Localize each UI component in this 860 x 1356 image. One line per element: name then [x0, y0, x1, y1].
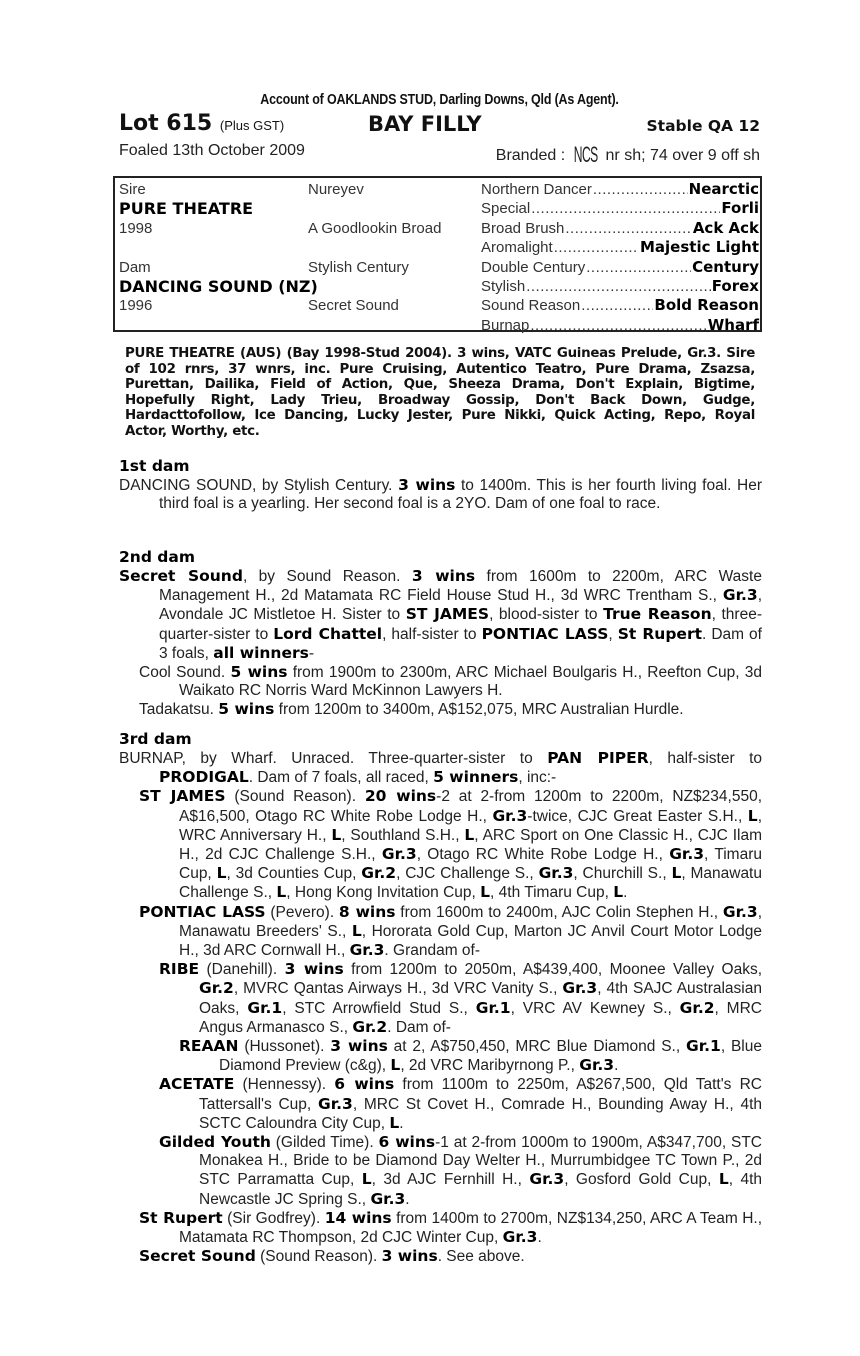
leader-dots [554, 238, 639, 257]
dam-paragraph: Secret Sound, by Sound Reason. 3 wins from 1600m to 2200m, ARC Waste Management H., 2d Matamata RC Field House Stud H., 3d WRC Trentham S., Gr.3, Avondale JC Mistletoe H. Sister to ST JAMES, blood-sister to True Reason, three-quarter-sister to Lord Chattel, half-sister to PONTIAC LASS, St Rupert. Dam of 3 foals, all winners- [119, 567, 762, 662]
dam-paragraph: DANCING SOUND, by Stylish Century. 3 wins to 1400m. This is her fourth living foal. Her third foal is a yearling. Her second foal is a 2YO. Dam of one foal to race. [119, 476, 762, 513]
progeny-entry-ribe: RIBE (Danehill). 3 wins from 1200m to 2050m, A$439,400, Moonee Valley Oaks, Gr.2, MVRC Qantas Airways H., 3d VRC Vanity S., Gr.3, 4th SAJC Australasian Oaks, Gr.1, STC Arrowfield Stud S., Gr.1, VRC AV Kewney S., Gr.2, MRC Angus Armanasco S., Gr.2. Dam of- [159, 960, 763, 1036]
sex-colour: BAY FILLY [368, 112, 482, 136]
progeny-entry-st-james: ST JAMES (Sound Reason). 20 wins-2 at 2-from 1200m to 2200m, NZ$234,550, A$16,500, Otago RC White Robe Lodge H., Gr.3-twice, CJC Great Easter S.H., L, WRC Anniversary H., L, Southland S.H., L, ARC Sport on One Classic H., CJC Ilam H., 2d CJC Challenge S.H., Gr.3, Otago RC White Robe Lodge H., Gr.3, Timaru Cup, L, 3d Counties Cup, Gr.2, CJC Challenge S., Gr.3, Churchill S., L, Manawatu Challenge S., L, Hong Kong Invitation Cup, L, 4th Timaru Cup, L. [139, 787, 763, 902]
progeny-entry-acetate: ACETATE (Hennessy). 6 wins from 1100m to 2250m, A$267,500, Qld Tatt's RC Tattersall's Cup, Gr.3, MRC St Covet H., Comrade H., Bounding Away H., 4th SCTC Caloundra City Cup, L. [159, 1075, 762, 1132]
brand-info [496, 142, 760, 168]
first-dam-section [119, 457, 762, 513]
sire-dam: A Goodlookin Broad [308, 219, 442, 237]
leader-dots [531, 199, 720, 218]
progeny-entry-secret-sound: Secret Sound (Sound Reason). 3 wins. See above. [139, 1247, 525, 1266]
progeny-entry-gilded-youth: Gilded Youth (Gilded Time). 6 wins-1 at 2-from 1000m to 1900m, A$347,700, STC Monakea H., Bride to be Diamond Day Welter H., Murrumbidgee TC Town P., 2d STC Parramatta Cup, L, 3d AJC Fernhill H., Gr.3, Gosford Gold Cup, L, 4th Newcastle JC Spring S., Gr.3. [159, 1133, 763, 1208]
dam-sire: Stylish Century [308, 258, 409, 276]
sire-year: 1998 [119, 219, 153, 237]
great-grandparent-row: Northern Dancer ..... Nearctic [481, 180, 759, 199]
pedigree-table [113, 176, 762, 332]
vendor-account: Account of OAKLANDS STUD, Darling Downs, Qld (As Agent). [260, 92, 619, 108]
pedigree-great-grandparents-column [481, 180, 759, 335]
great-grandparent-row: Special ..... Forli [481, 199, 759, 218]
spacer [308, 199, 478, 218]
lot-note: (Plus GST) [219, 118, 285, 133]
progeny-entry: Tadakatsu. 5 wins from 1200m to 3400m, A$152,075, MRC Australian Hurdle. [139, 700, 684, 719]
lot-label: Lot 615 [119, 111, 213, 136]
pedigree-grandparents-column [308, 180, 478, 316]
lot-line [119, 110, 760, 138]
catalogue-page [119, 90, 763, 1266]
brand-detail: nr sh; 74 over 9 off sh [605, 147, 760, 164]
foaled-line [119, 140, 760, 167]
spacer [119, 238, 299, 257]
spacer [308, 277, 478, 296]
dam-dam: Secret Sound [308, 297, 399, 315]
dam-year: 1996 [119, 297, 153, 315]
section-heading: 1st dam [119, 457, 190, 475]
progeny-entry-st-rupert: St Rupert (Sir Godfrey). 14 wins from 1400m to 2700m, NZ$134,250, ARC A Team H., Matamata RC Thompson, 2d CJC Winter Cup, Gr.3. [139, 1208, 762, 1247]
sire-label: Sire [119, 181, 146, 198]
spacer [308, 238, 478, 257]
great-grandparent-row: Burnap ..... Wharf [481, 316, 759, 335]
progeny-entry-reaan: REAAN (Hussonet). 3 wins at 2, A$750,450, MRC Blue Diamond S., Gr.1, Blue Diamond Preview (c&g), L, 2d VRC Maribyrnong P., Gr.3. [179, 1037, 762, 1075]
leader-dots [530, 316, 706, 335]
progeny-entry: Cool Sound. 5 wins from 1900m to 2300m, ARC Michael Boulgaris H., Reefton Cup, 3d Waikato RC Norris Ward McKinnon Lawyers H. [139, 663, 762, 700]
third-dam-section [119, 730, 762, 1266]
foaled-date: Foaled 13th October 2009 [119, 142, 305, 159]
progeny-entry-pontiac-lass: PONTIAC LASS (Pevero). 8 wins from 1600m to 2400m, AJC Colin Stephen H., Gr.3, Manawatu Breeders' S., L, Hororata Gold Cup, Marton JC Anvil Court Motor Lodge H., 3d ARC Cornwall H., Gr.3. Grandam of- [139, 902, 763, 960]
dam-label: Dam [119, 258, 151, 276]
second-dam-section [119, 548, 762, 720]
lot-number [119, 110, 284, 140]
great-grandparent-row: Stylish ..... Forex [481, 277, 759, 296]
leader-dots [586, 258, 691, 277]
pedigree-parents-column [119, 180, 318, 316]
leader-dots [526, 277, 711, 296]
dam-name: DANCING SOUND (NZ) [119, 276, 318, 296]
sire-sire: Nureyev [308, 181, 364, 198]
great-grandparent-row: Sound Reason ..... Bold Reason [481, 296, 759, 315]
dam-paragraph: BURNAP, by Wharf. Unraced. Three-quarter-sister to PAN PIPER, half-sister to PRODIGAL. Dam of 7 foals, all raced, 5 winners, inc:- [119, 749, 762, 787]
leader-dots [593, 180, 688, 199]
leader-dots [565, 219, 691, 238]
stable-location: Stable QA 12 [646, 117, 760, 135]
leader-dots [581, 296, 653, 315]
sire-summary: PURE THEATRE (AUS) (Bay 1998-Stud 2004). 3 wins, VATC Guineas Prelude, Gr.3. Sire of 102 rnrs, 37 wnrs, inc. Pure Cruising, Autentico Teatro, Pure Drama, Zsazsa, Purettan, Dailika, Field of Action, Que, Sheeza Drama, Don't Explain, Bigtime, Hopefully Right, Lady Trieu, Broadway Gossip, Don't Back Down, Gudge, Hardacttofollow, Ice Dancing, Lucky Jester, Pure Nikki, Quick Acting, Repo, Royal Actor, Worthy, etc. [125, 346, 755, 439]
branded-label: Branded : [495, 147, 566, 164]
section-heading: 3rd dam [119, 730, 192, 748]
section-heading: 2nd dam [119, 548, 196, 566]
great-grandparent-row: Broad Brush ..... Ack Ack [481, 219, 759, 238]
sire-name: PURE THEATRE [119, 199, 254, 219]
brand-mark-icon: NCS [573, 142, 598, 167]
great-grandparent-row: Aromalight ..... Majestic Light [481, 238, 759, 257]
great-grandparent-row: Double Century ..... Century [481, 258, 759, 277]
